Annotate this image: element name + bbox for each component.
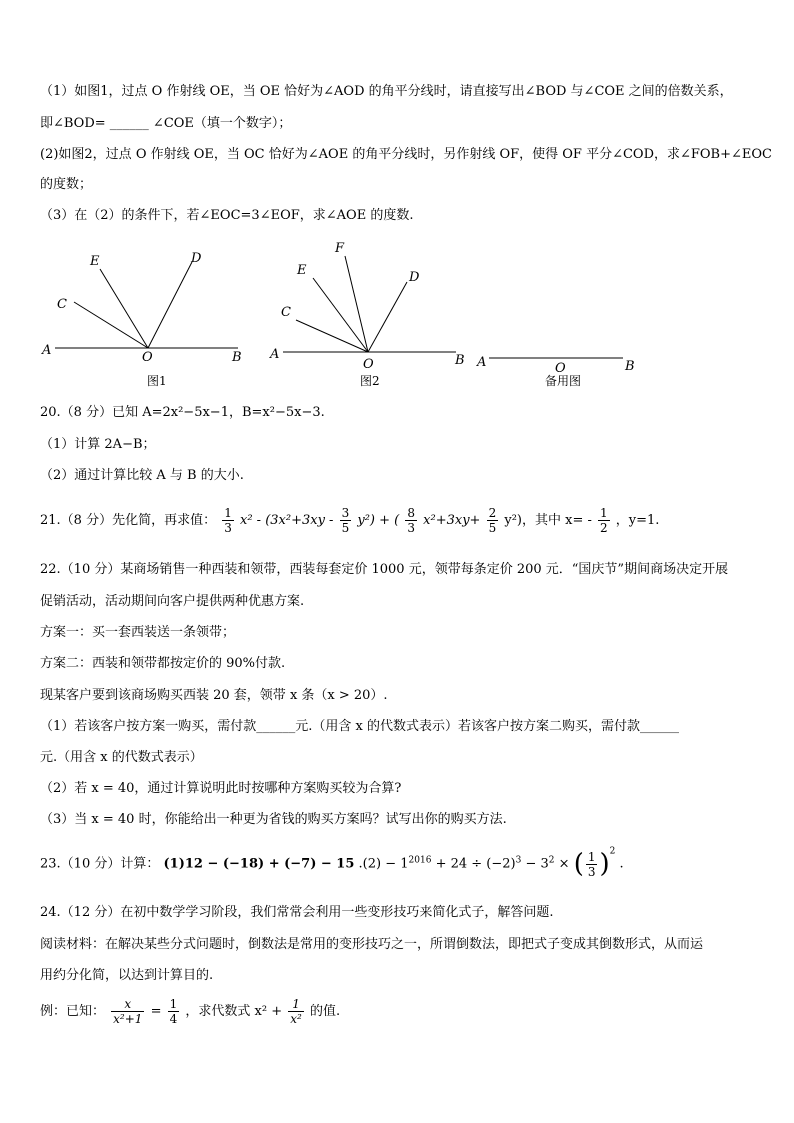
fig2-label-o: O xyxy=(363,357,374,372)
q23-expr-1: (1)12 − (−18) + (−7) − 15 xyxy=(163,856,355,872)
q24-example-mid: ，求代数式 x² + xyxy=(185,1004,283,1019)
fig2-label-d: D xyxy=(409,270,420,285)
q23-open-paren: ( xyxy=(573,849,584,879)
q23-exp-2016: 2016 xyxy=(408,855,432,866)
q23-line xyxy=(40,846,624,883)
q23-heading: 23.（10 分）计算： xyxy=(40,856,160,872)
q24-example xyxy=(40,994,340,1030)
q24-fraction-target: $\frac{1}{\text{x²}}$ xyxy=(290,997,302,1026)
fig2-label-b: B xyxy=(455,353,465,368)
fig2-ray-oc xyxy=(296,320,368,352)
q22-line-2: 促销活动，活动期间向客户提供两种优惠方案. xyxy=(40,594,305,609)
q22-part1-line1: （1）若该客户按方案一购买，需付款______元.（用含 x 的代数式表示）若该客户按方案二购买，需付款______ xyxy=(40,719,680,734)
q21-term-5: ，y=1. xyxy=(615,513,660,528)
q21-term-3: x²+3xy+ xyxy=(423,513,481,528)
geometry-figures xyxy=(0,236,794,396)
fig1-label-o: O xyxy=(142,350,153,365)
q22-plan-1: 方案一：买一套西装送一条领带； xyxy=(40,625,236,640)
fig1-label-e: E xyxy=(90,254,100,269)
q21-heading: 21.（8 分）先化简，再求值： xyxy=(40,513,217,528)
q20-heading: 20.（8 分）已知 A=2x²−5x−1，B=x²−5x−3. xyxy=(40,405,325,420)
fig1-ray-oc xyxy=(74,302,148,348)
q19-part1-line1: （1）如图1，过点 O 作射线 OE，当 OE 恰好为∠AOD 的角平分线时，请直接写出∠BOD 与∠COE 之间的倍数关系， xyxy=(40,84,733,99)
q24-line-3: 用约分化简，以达到计算目的. xyxy=(40,968,214,983)
q21-fraction-4: $\frac{2}{5}$ xyxy=(488,506,497,535)
fig1-ray-od xyxy=(148,262,192,348)
q23-fraction: $\frac{1}{3}$ xyxy=(587,849,596,879)
fig3-label-b: B xyxy=(625,359,635,374)
q21-term-2: y²) + ( xyxy=(357,513,400,528)
q19-part2-line2: 的度数； xyxy=(40,177,93,192)
fig1-caption: 图1 xyxy=(147,374,167,388)
figure-3 xyxy=(476,355,635,388)
q21-term-1: x² - (3x²+3xy - xyxy=(240,513,334,528)
q23-expr-2d: × xyxy=(558,856,570,872)
q24-example-tail: 的值. xyxy=(309,1004,341,1019)
figures-row xyxy=(0,236,794,396)
q23-exp-2: 2 xyxy=(548,855,555,866)
q21-fraction-2: $\frac{3}{5}$ xyxy=(341,506,350,535)
q23-tail: . xyxy=(619,856,624,872)
q21-fraction-5: $\frac{1}{2}$ xyxy=(600,506,608,535)
q24-example-head: 例：已知： xyxy=(40,1004,106,1019)
q23-expr-2b: + 24 ÷ (−2) xyxy=(435,856,516,872)
q19-part1-line2: 即∠BOD= ______ ∠COE（填一个数字）； xyxy=(40,116,292,131)
q22-line-1: 22.（10 分）某商场销售一种西装和领带，西装每套定价 1000 元，领带每条定价 200 元．“国庆节”期间商场决定开展 xyxy=(40,562,729,577)
q20-part1: （1）计算 2A−B； xyxy=(40,437,156,452)
q22-part1-line2: 元.（用含 x 的代数式表示） xyxy=(40,750,203,765)
fig2-label-a: A xyxy=(270,347,280,362)
figure-2 xyxy=(269,241,465,388)
q23-exp-3: 3 xyxy=(515,855,522,866)
fig1-label-a: A xyxy=(42,343,52,358)
q21-line xyxy=(40,506,659,536)
q24-line-2: 阅读材料：在解决某些分式问题时，倒数法是常用的变形技巧之一，所谓倒数法，即把式子变成其倒数形式，从而运 xyxy=(40,937,704,952)
q23-expr-2a: .(2) − 1 xyxy=(358,856,409,872)
q23-close-paren: ) xyxy=(599,849,610,879)
q22-part3: （3）当 x = 40 时，你能给出一种更为省钱的购买方案吗？试写出你的购买方法. xyxy=(40,812,507,827)
fig3-label-a: A xyxy=(477,355,487,370)
fig1-label-c: C xyxy=(57,297,67,312)
q21-term-4: y²)，其中 x= - xyxy=(504,513,592,528)
q23-expr-2c: − 3 xyxy=(525,856,549,872)
fig1-label-d: D xyxy=(191,251,202,266)
fig3-caption: 备用图 xyxy=(545,374,582,388)
figure-1 xyxy=(41,251,242,388)
q19-part3: （3）在（2）的条件下，若∠EOC=3∠EOF，求∠AOE 的度数. xyxy=(40,208,414,223)
fig2-label-c: C xyxy=(281,305,291,320)
fig1-label-b: B xyxy=(232,350,242,365)
q21-fraction-3: $\frac{8}{3}$ xyxy=(407,506,416,535)
fig2-label-f: F xyxy=(335,241,345,256)
q19-part2-line1: (2)如图2，过点 O 作射线 OE，当 OC 恰好为∠AOE 的角平分线时，另作射线 OF，使得 OF 平分∠COD，求∠FOB+∠EOC xyxy=(40,147,772,162)
fig2-ray-od xyxy=(368,282,407,352)
q23-exp-outer: 2 xyxy=(609,846,616,857)
q20-part2: （2）通过计算比较 A 与 B 的大小. xyxy=(40,468,244,483)
fig2-ray-oe xyxy=(313,278,368,352)
q22-line-5: 现某客户要到该商场购买西装 20 套，领带 x 条（x > 20）. xyxy=(40,688,388,703)
q24-fraction-given: $\frac{x}{\text{x²+1}}$ xyxy=(113,997,143,1026)
fig2-label-e: E xyxy=(297,263,307,278)
fig2-caption: 图2 xyxy=(360,374,380,388)
q21-fraction-1: $\frac{1}{3}$ xyxy=(224,506,232,535)
fig1-ray-oe xyxy=(100,269,148,348)
q22-plan-2: 方案二：西装和领带都按定价的 90%付款. xyxy=(40,656,286,671)
q24-equals: = xyxy=(150,1004,162,1019)
q24-line-1: 24.（12 分）在初中数学学习阶段，我们常常会利用一些变形技巧来简化式子，解答问题. xyxy=(40,905,554,920)
q24-fraction-value: $\frac{1}{4}$ xyxy=(169,997,178,1026)
fig3-label-o: O xyxy=(555,361,566,376)
q22-part2: （2）若 x = 40，通过计算说明此时按哪种方案购买较为合算? xyxy=(40,781,402,796)
fig2-ray-of xyxy=(345,256,368,352)
